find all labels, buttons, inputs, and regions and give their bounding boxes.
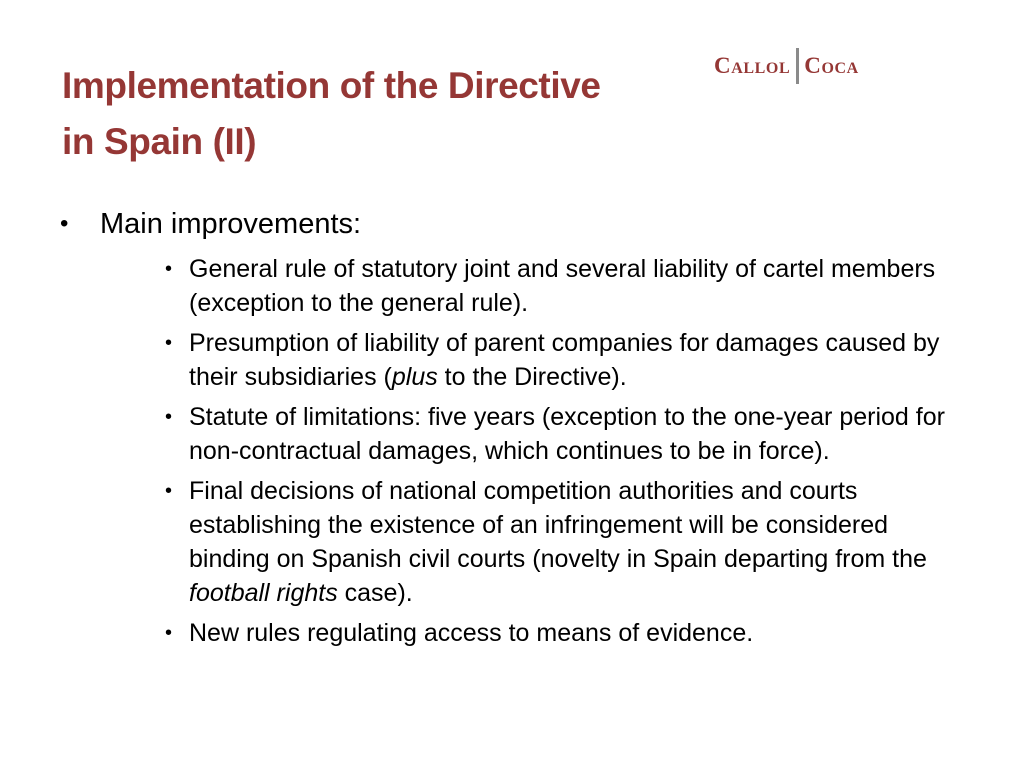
main-bullet-text: Main improvements: (100, 208, 362, 240)
slide-title-line-1: Implementation of the Directive (62, 65, 601, 106)
sub-bullet-text: New rules regulating access to means of evidence. (189, 619, 754, 647)
bullet-icon: • (165, 622, 173, 644)
bullet-icon: • (165, 258, 173, 280)
bullet-icon: • (60, 210, 69, 237)
sub-bullet-list (100, 252, 960, 650)
sub-bullet-item (165, 400, 960, 468)
bullet-icon: • (165, 332, 173, 354)
sub-bullet-emphasis: plus (391, 363, 438, 391)
bullet-icon: • (165, 406, 173, 428)
sub-bullet-text-after: case). (337, 579, 413, 607)
bullet-list (60, 200, 960, 656)
sub-bullet-emphasis: football rights (189, 579, 338, 607)
sub-bullet-text-after: to the Directive). (437, 363, 627, 391)
sub-bullet-item (165, 326, 960, 394)
sub-bullet-text: Statute of limitations: five years (exception to the one-year period for non-contractual damages, which continues to be in force). (189, 403, 945, 465)
sub-bullet-item (165, 616, 960, 650)
logo-word-callol: Callol (714, 53, 791, 78)
sub-bullet-text-before: Final decisions of national competition authorities and courts establishing the existence of an infringement will be considered binding on Spanish civil courts (novelty in Spain departing from the (189, 477, 927, 573)
logo-word-coca: Coca (804, 53, 859, 78)
sub-bullet-text-before: Presumption of liability of parent companies for damages caused by their subsidiaries ( (189, 329, 940, 391)
slide-title (62, 58, 601, 170)
callol-coca-logo (714, 46, 859, 86)
sub-bullet-item (165, 252, 960, 320)
sub-bullet-text: General rule of statutory joint and several liability of cartel members (exception to the general rule). (189, 255, 936, 317)
logo-separator (796, 48, 799, 84)
bullet-icon: • (165, 480, 173, 502)
slide-title-line-2: in Spain (II) (62, 121, 257, 162)
main-bullet-item (60, 200, 960, 650)
sub-bullet-item (165, 474, 960, 610)
